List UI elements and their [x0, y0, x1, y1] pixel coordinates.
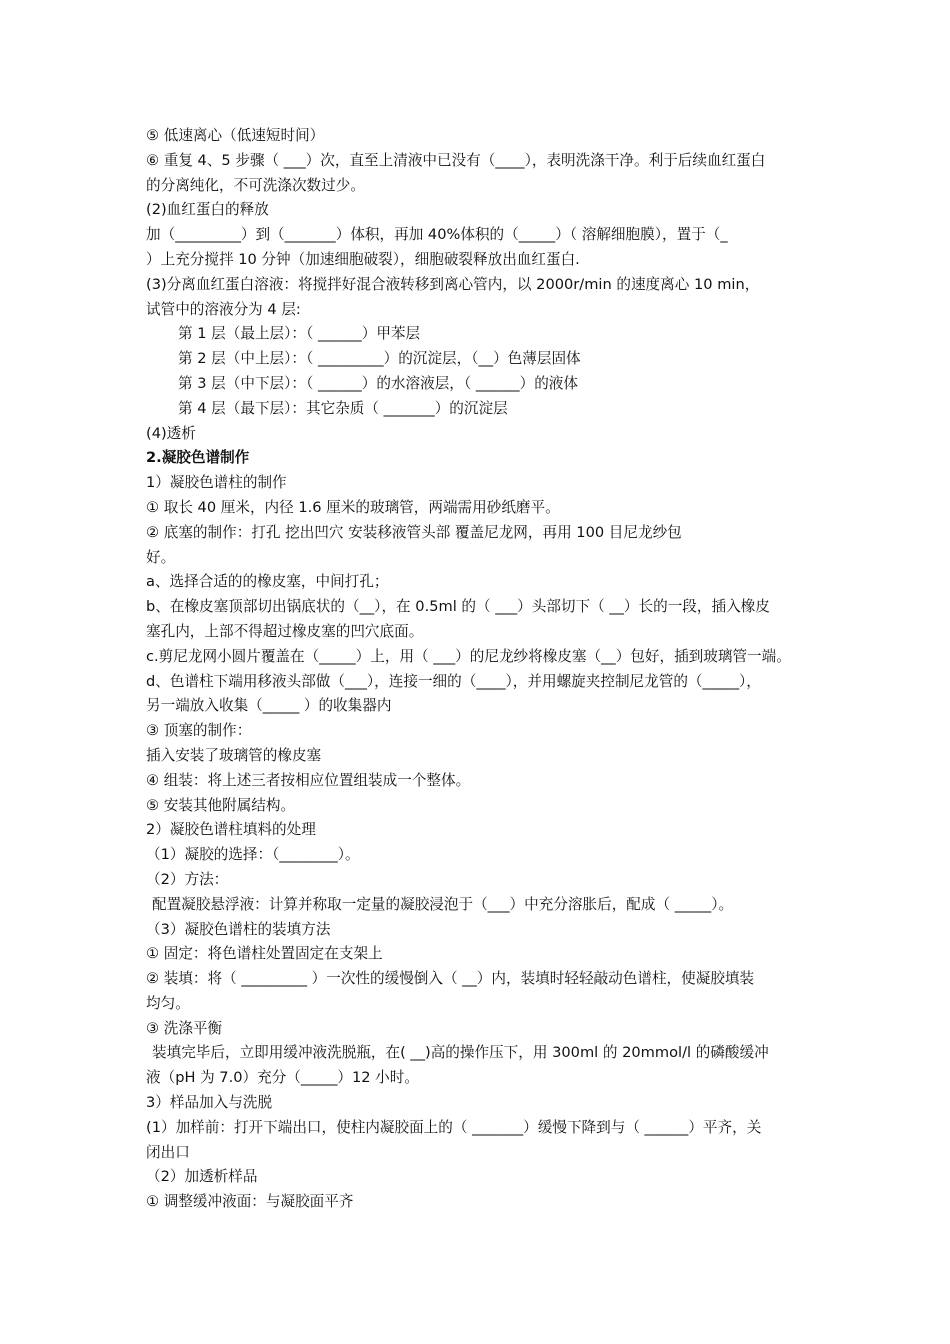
text-line: 装填完毕后，立即用缓冲液洗脱瓶，在( __)高的操作压下，用 300ml 的 20mmol/l 的磷酸缓冲	[152, 1044, 769, 1062]
text-line: b、在橡皮塞顶部切出锅底状的（__），在 0.5ml 的（ ___）头部切下（ __）长的一段，插入橡皮	[146, 598, 770, 616]
text-line: ④ 组装：将上述三者按相应位置组装成一个整体。	[146, 771, 471, 789]
text-line: (1）加样前：打开下端出口，使柱内凝胶面上的（ _______）缓慢下降到与（ ______）平齐，关	[146, 1118, 762, 1136]
text-line: ① 调整缓冲液面：与凝胶面平齐	[146, 1193, 354, 1211]
text-line: 插入安装了玻璃管的橡皮塞	[146, 746, 322, 764]
text-line: ⑥ 重复 4、5 步骤（ ___）次，直至上清液中已没有（____），表明洗涤干净。利于后续血红蛋白	[146, 151, 766, 169]
document-page	[146, 124, 836, 1215]
text-line: 液（pH 为 7.0）充分（_____）12 小时。	[146, 1069, 419, 1087]
text-line: （3）凝胶色谱柱的装填方法	[146, 920, 331, 938]
layer-line: 第 2 层（中上层）：（ _________）的沉淀层，（__）色薄层固体	[178, 350, 581, 368]
text-line: 均匀。	[146, 994, 190, 1012]
section-heading: (3)分离血红蛋白溶液：将搅拌好混合液转移到离心管内，以 2000r/min 的速度离心 10 min，	[146, 275, 760, 293]
text-line: ② 装填：将（ _________ ）一次性的缓慢倒入（ __）内，装填时轻轻敲动色谱柱，使凝胶填装	[146, 970, 755, 988]
text-line: ⑤ 低速离心（低速短时间）	[146, 127, 325, 144]
text-line: ⑤ 安装其他附属结构。	[146, 796, 296, 814]
subsection-heading: 1）凝胶色谱柱的制作	[146, 474, 287, 492]
subsection-heading: 2）凝胶色谱柱填料的处理	[146, 821, 316, 839]
section-heading: (2)血红蛋白的释放	[146, 201, 269, 219]
text-line: 试管中的溶液分为 4 层:	[146, 300, 301, 318]
text-line: ③ 洗涤平衡	[146, 1019, 223, 1037]
text-line: ② 底塞的制作：打孔 挖出凹穴 安装移液管头部 覆盖尼龙网，再用 100 目尼龙纱包	[146, 523, 682, 541]
text-line: ① 固定：将色谱柱处置固定在支架上	[146, 945, 383, 963]
subsection-heading: 3）样品加入与洗脱	[146, 1094, 273, 1112]
text-line: 好。	[146, 548, 176, 566]
section-heading: (4)透析	[146, 424, 196, 442]
text-line: 塞孔内，上部不得超过橡皮塞的凹穴底面。	[146, 622, 424, 640]
text-line: a、选择合适的的橡皮塞，中间打孔；	[146, 573, 389, 591]
text-line: ③ 顶塞的制作：	[146, 722, 252, 740]
text-line: ① 取长 40 厘米，内径 1.6 厘米的玻璃管，两端需用砂纸磨平。	[146, 498, 560, 516]
layer-line: 第 1 层（最上层）：（ ______）甲苯层	[178, 325, 421, 343]
text-line: （2）加透析样品	[146, 1168, 258, 1186]
text-line: 配置凝胶悬浮液：计算并称取一定量的凝胶浸泡于（___）中充分溶胀后，配成（ _____）。	[152, 895, 734, 913]
main-heading: 2.凝胶色谱制作	[146, 449, 250, 467]
text-line: 闭出口	[146, 1143, 190, 1161]
text-line: d、色谱柱下端用移液头部做（___），连接一细的（____），并用螺旋夹控制尼龙管的（_____），	[146, 672, 761, 690]
layer-line: 第 3 层（中下层）：（ ______）的水溶液层，（ ______）的液体	[178, 374, 578, 392]
text-line: （1）凝胶的选择：（________）。	[146, 846, 360, 864]
text-line: c.剪尼龙网小圆片覆盖在（_____）上，用（ ___）的尼龙纱将橡皮塞（__）包好，插到玻璃管一端。	[146, 647, 791, 665]
text-line: ）上充分搅拌 10 分钟（加速细胞破裂），细胞破裂释放出血红蛋白.	[146, 250, 580, 268]
text-line: 加（_________）到（_______）体积，再加 40%体积的（_____）（ 溶解细胞膜），置于（_	[146, 226, 728, 244]
layer-line: 第 4 层（最下层）：其它杂质（ _______）的沉淀层	[178, 399, 508, 417]
text-line: 另一端放入收集（_____ ）的收集器内	[146, 697, 392, 715]
text-line: （2）方法：	[146, 870, 229, 888]
text-line: 的分离纯化，不可洗涤次数过少。	[146, 176, 365, 194]
